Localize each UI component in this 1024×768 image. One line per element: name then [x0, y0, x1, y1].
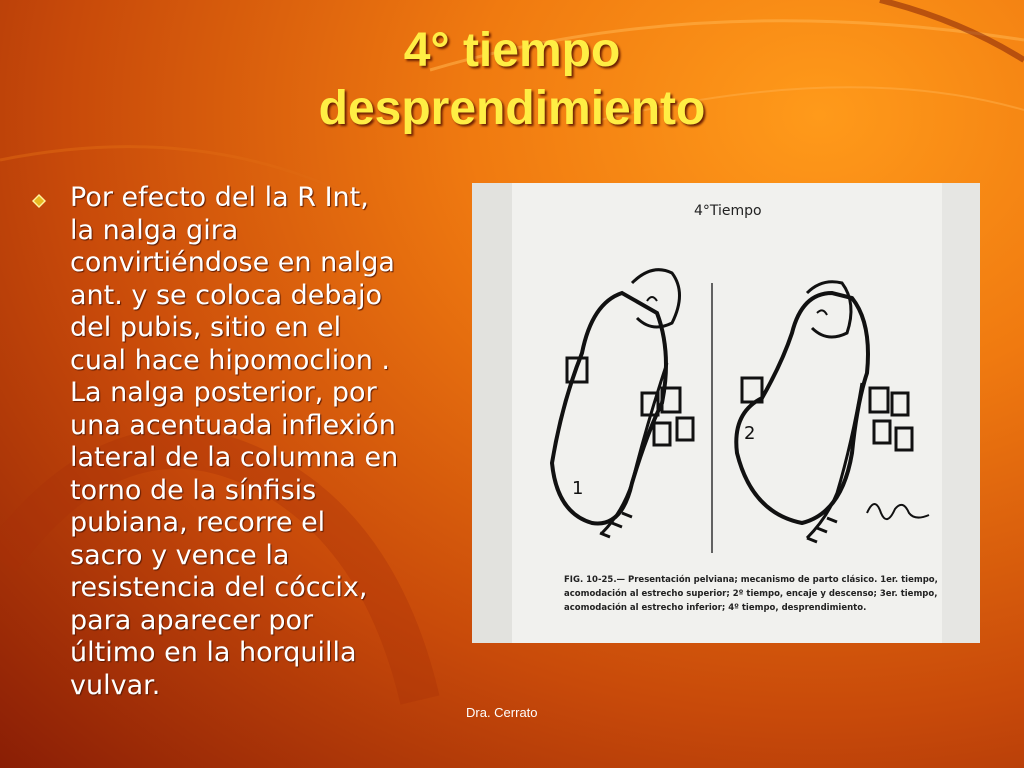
slide-title: [0, 22, 1024, 138]
figure-number-1: 1: [572, 478, 584, 499]
figure-caption: FIG. 10-25.— Presentación pelviana; mecanismo de parto clásico. 1er. tiempo, acomodación al estrecho superior; 2º tiempo, encaje y descenso; 3er. tiempo, acomodación al estrecho inferior; 4º tiempo, desprendimiento.: [564, 575, 938, 613]
diamond-bullet-icon: [32, 194, 46, 208]
footer-author: Dra. Cerrato: [466, 705, 538, 720]
figure-label: 4°Tiempo: [694, 203, 762, 219]
bullet-item: [32, 182, 482, 702]
bullet-text: Por efecto del la R Int, la nalga gira convirtiéndose en nalga ant. y se coloca debajo del pubis, sitio en el cual hace hipomoclion . La nalga posterior, por una acentuada inflexión lateral de la columna en torno de la sínfisis pubiana, recorre el sacro y vence la resistencia del cóccix, para aparecer por último en la horquilla vulvar.: [70, 182, 399, 701]
title-line-2: desprendimiento: [318, 82, 706, 135]
title-line-1: 4° tiempo: [403, 24, 621, 77]
illustration-figure: [472, 183, 980, 643]
figure-number-2: 2: [744, 423, 756, 444]
